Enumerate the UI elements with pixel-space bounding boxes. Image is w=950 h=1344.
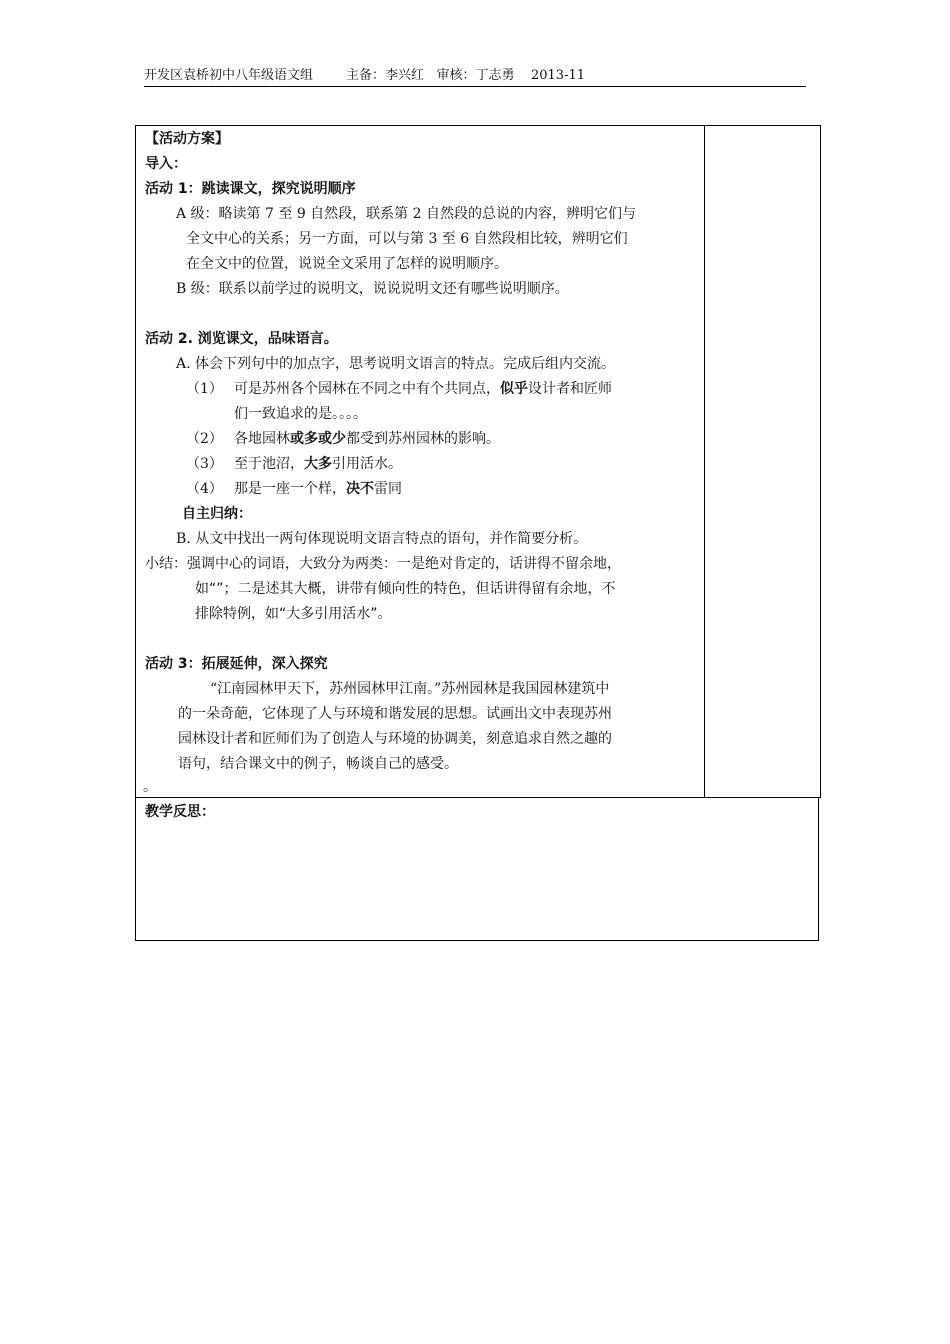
- example-number: （3）: [186, 456, 223, 472]
- activity3-line-1: “江南园林甲天下，苏州园林甲江南。”苏州园林是我国园林建筑中: [210, 681, 610, 697]
- activity2-b-line: B. 从文中找出一两句体现说明文语言特点的语句，并作简要分析。: [176, 531, 588, 547]
- example-item-3: [186, 455, 402, 473]
- activity3-line-4: 语句，结合课文中的例子，畅谈自己的感受。: [178, 756, 458, 772]
- intro-label: 导入：: [145, 156, 187, 172]
- example-keyword: 决不: [346, 481, 374, 497]
- example-text-before: 各地园林: [234, 431, 290, 447]
- activity1-a-line-3: 在全文中的位置，说说全文采用了怎样的说明顺序。: [186, 256, 508, 272]
- example-text-before: 至于池沼，: [234, 456, 304, 472]
- activity3-title: 活动 3：拓展延伸，深入探究: [145, 656, 328, 672]
- activity3-line-2: 的一朵奇葩，它体现了人与环境和谐发展的思想。试画出文中表现苏州: [178, 706, 612, 722]
- example-number: （1）: [186, 381, 223, 397]
- side-notes-cell: [704, 125, 821, 798]
- activity1-a-line-2: 全文中心的关系；另一方面，可以与第 3 至 6 自然段相比较，辨明它们: [186, 231, 628, 247]
- example-keyword: 或多或少: [290, 431, 346, 447]
- self-summary-label: 自主归纳：: [182, 506, 252, 522]
- summary-line-3: 排除特例，如“大多引用活水”。: [195, 606, 392, 622]
- summary-line-2: 如“”；二是述其大概，讲带有倾向性的特色，但话讲得留有余地，不: [195, 581, 616, 597]
- example-item-1: [186, 380, 612, 398]
- example-text-after: 引用活水。: [332, 456, 402, 472]
- example-number: （4）: [186, 481, 223, 497]
- page-header: 开发区袁桥初中八年级语文组 主备：李兴红 审核：丁志勇 2013-11: [144, 68, 586, 83]
- activity2-title: 活动 2. 浏览课文，品味语言。: [145, 331, 338, 347]
- summary-line-1: 小结：强调中心的词语，大致分为两类：一是绝对肯定的，话讲得不留余地，: [145, 556, 621, 572]
- example-keyword: 大多: [304, 456, 332, 472]
- example-number: （2）: [186, 431, 223, 447]
- end-mark: 。: [143, 779, 157, 795]
- plan-title: 【活动方案】: [145, 131, 229, 147]
- activity3-line-3: 园林设计者和匠师们为了创造人与环境的协调美，刻意追求自然之趣的: [178, 731, 612, 747]
- example-item-1-continued: 们一致追求的是。。。。: [234, 406, 367, 422]
- activity1-b-line: B 级：联系以前学过的说明文，说说说明文还有哪些说明顺序。: [176, 281, 569, 297]
- example-text-after: 都受到苏州园林的影响。: [346, 431, 500, 447]
- example-keyword: 似乎: [500, 381, 528, 397]
- reflection-cell: [135, 797, 819, 941]
- activity1-a-line-1: A 级：略读第 7 至 9 自然段，联系第 2 自然段的总说的内容，辨明它们与: [176, 206, 636, 222]
- reflection-title: 教学反思：: [145, 804, 215, 820]
- example-text-after: 雷同: [374, 481, 402, 497]
- activity2-a-line: A. 体会下列句中的加点字，思考说明文语言的特点。完成后组内交流。: [176, 356, 616, 372]
- activity1-title: 活动 1：跳读课文，探究说明顺序: [145, 181, 356, 197]
- example-text-before: 那是一座一个样，: [234, 481, 346, 497]
- example-text-after: 设计者和匠师: [528, 381, 612, 397]
- example-text-before: 可是苏州各个园林在不同之中有个共同点，: [234, 381, 500, 397]
- example-item-2: [186, 430, 500, 448]
- example-item-4: [186, 480, 402, 498]
- header-rule: [144, 86, 806, 87]
